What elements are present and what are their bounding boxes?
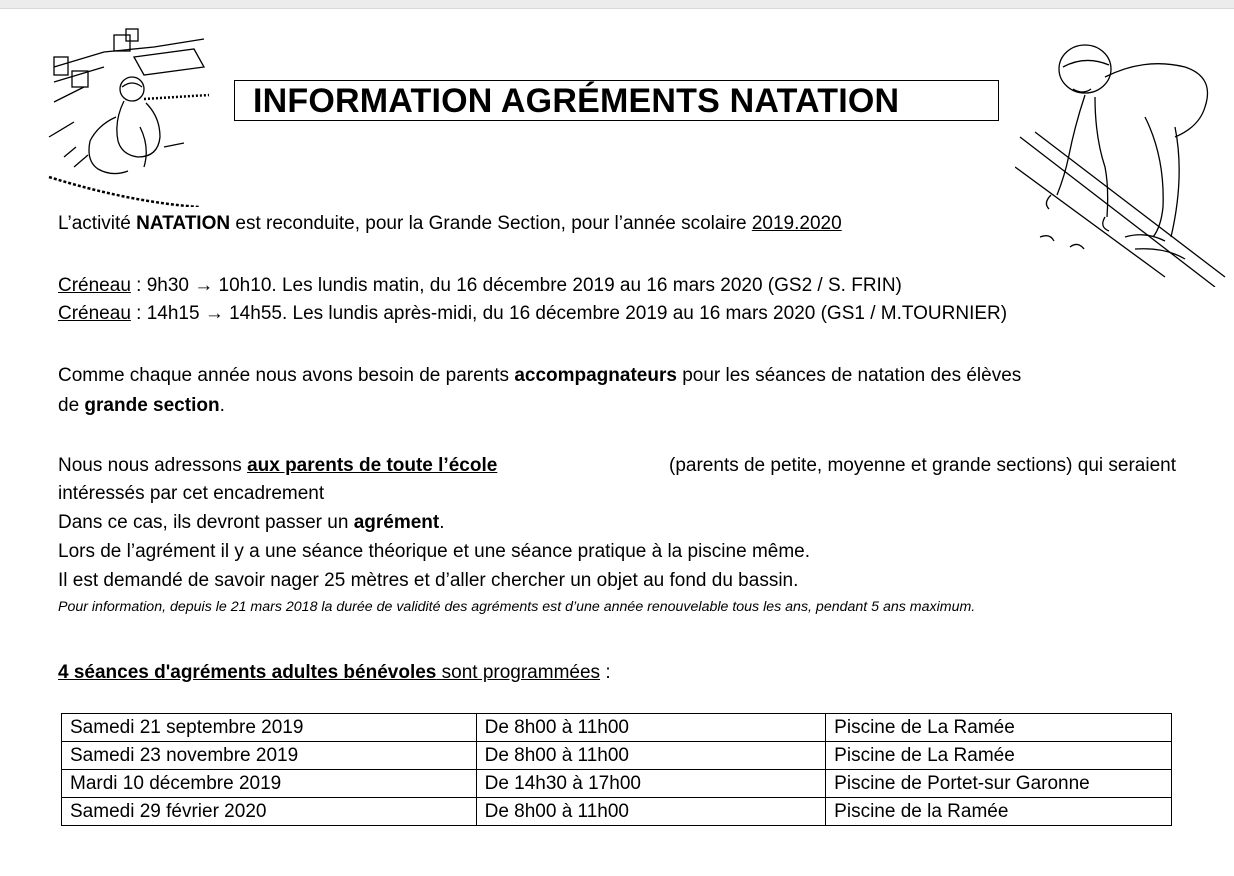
table-row (62, 798, 1172, 826)
session-time: De 8h00 à 11h00 (476, 742, 826, 770)
session-place: Piscine de Portet-sur Garonne (826, 770, 1172, 798)
table-row (62, 714, 1172, 742)
need-paragraph-line2: de grande section. (58, 395, 225, 416)
session-place: Piscine de La Ramée (826, 714, 1172, 742)
validity-note: Pour information, depuis le 21 mars 2018 la durée de validité des agréments est d’une année renouvelable tous les ans, pendant 5 ans maximum. (58, 599, 976, 615)
document-title: INFORMATION AGRÉMENTS NATATION (234, 80, 999, 121)
slot-line-afternoon: Créneau : 14h15 → 14h55. Les lundis après-midi, du 16 décembre 2019 au 16 mars 2020 (GS1 / M.TOURNIER) (58, 303, 1008, 324)
sessions-heading: 4 séances d'agréments adultes bénévoles sont programmées : (58, 662, 611, 683)
document-page (0, 8, 1234, 876)
session-date: Samedi 21 septembre 2019 (62, 714, 477, 742)
swimmer-pool-edge-illustration (44, 27, 214, 207)
appeal-line1: Nous nous adressons aux parents de toute l’école (parents de petite, moyenne et grande sections) qui seraient (58, 455, 1176, 476)
session-time: De 8h00 à 11h00 (476, 714, 826, 742)
appeal-line2: intéressés par cet encadrement (58, 483, 325, 504)
need-paragraph-line1: Comme chaque année nous avons besoin de parents accompagnateurs pour les séances de natation des élèves (58, 365, 1022, 386)
session-time: De 14h30 à 17h00 (476, 770, 826, 798)
session-date: Samedi 23 novembre 2019 (62, 742, 477, 770)
intro-paragraph: L’activité NATATION est reconduite, pour la Grande Section, pour l’année scolaire 2019.2020 (58, 213, 842, 234)
table-row (62, 770, 1172, 798)
appeal-line5: Il est demandé de savoir nager 25 mètres et d’aller chercher un objet au fond du bassin. (58, 570, 799, 591)
appeal-line3: Dans ce cas, ils devront passer un agrément. (58, 512, 445, 533)
appeal-line4: Lors de l’agrément il y a une séance théorique et une séance pratique à la piscine même. (58, 541, 811, 562)
session-date: Samedi 29 février 2020 (62, 798, 477, 826)
session-place: Piscine de la Ramée (826, 798, 1172, 826)
session-time: De 8h00 à 11h00 (476, 798, 826, 826)
diving-swimmer-illustration (1015, 37, 1233, 287)
session-place: Piscine de La Ramée (826, 742, 1172, 770)
slot-line-morning: Créneau : 9h30 → 10h10. Les lundis matin, du 16 décembre 2019 au 16 mars 2020 (GS2 / S. FRIN) (58, 275, 902, 296)
sessions-table (61, 713, 1172, 826)
table-row (62, 742, 1172, 770)
session-date: Mardi 10 décembre 2019 (62, 770, 477, 798)
